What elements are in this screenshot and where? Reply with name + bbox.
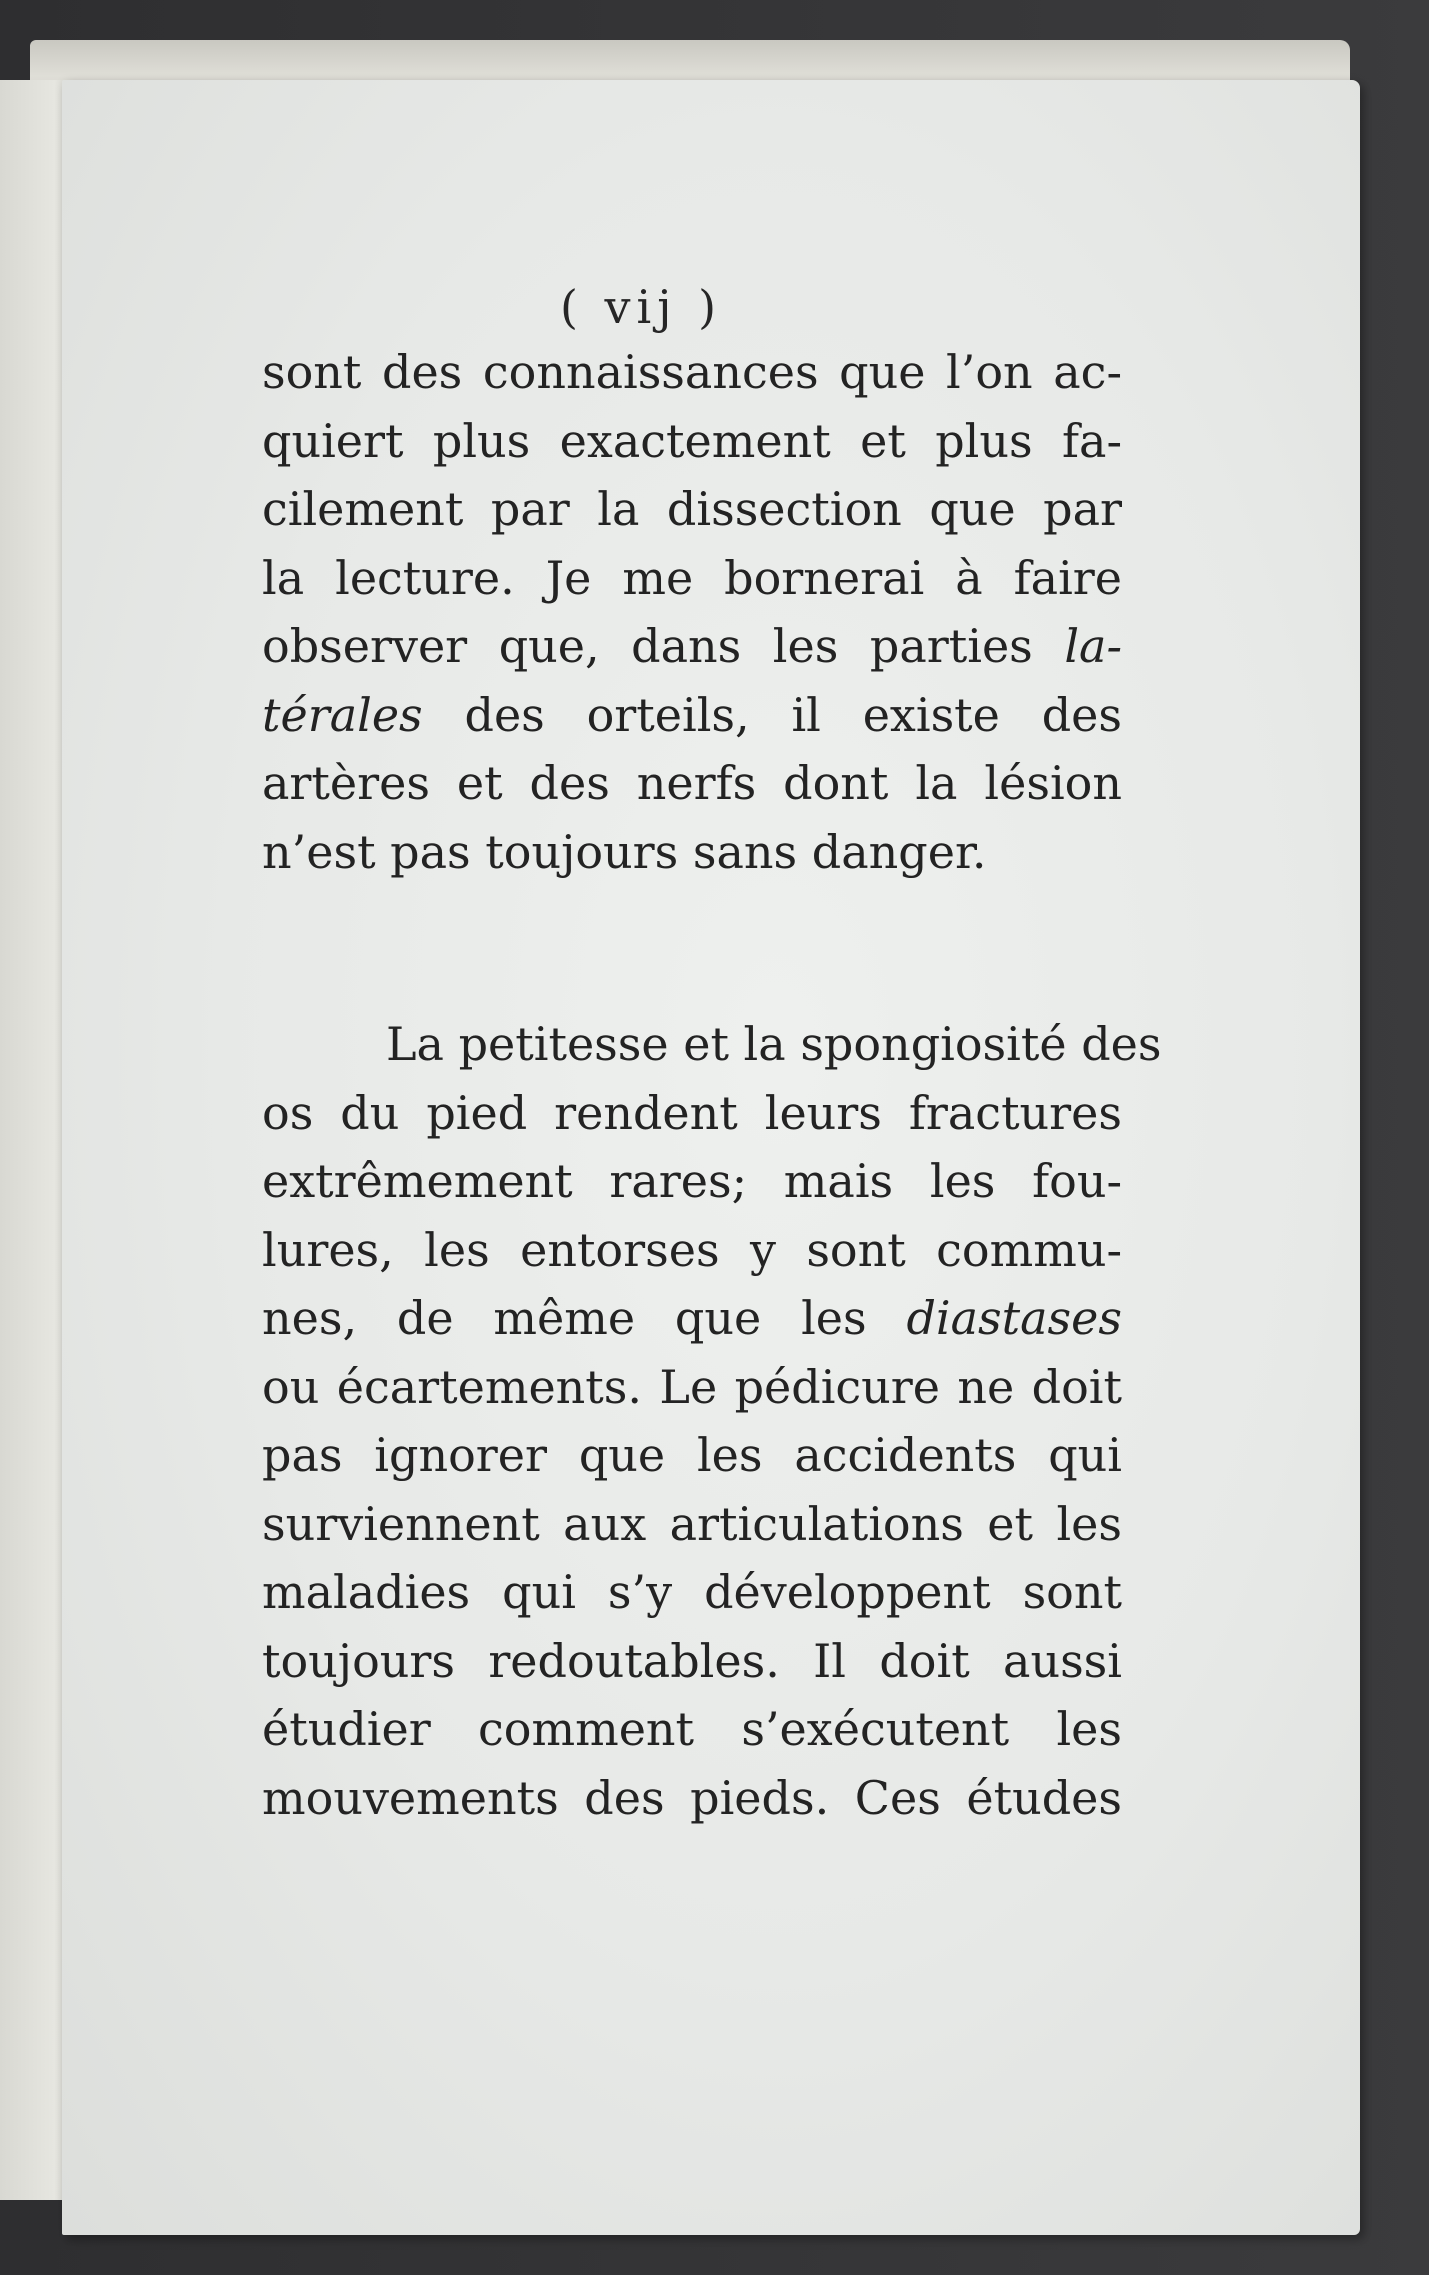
text-line: os du pied rendent leurs fractures [262,1085,1122,1140]
text-line: pas ignorer que les accidents qui [262,1428,1122,1482]
book-page [62,80,1360,2235]
italic-text: la- [1064,619,1122,673]
italic-text: diastases [906,1291,1122,1345]
text-line: toujours redoutables. Il doit aussi [262,1633,1122,1688]
text-run: des orteils, il existe des [422,687,1122,742]
text-line: quiert plus exactement et plus fa- [262,413,1122,468]
text-line: lures, les entorses y sont commu- [262,1222,1122,1277]
text-line: maladies qui s’y développent sont [262,1565,1122,1619]
page-number: ( vij ) [559,280,723,334]
text-line [262,681,1122,750]
text-line [262,612,1122,681]
text-line: La petitesse et la spongiosité des [386,1017,1162,1071]
text-line: extrêmement rares; mais les fou- [262,1154,1122,1208]
text-line: la lecture. Je me bornerai à faire [262,550,1122,605]
text-line: surviennent aux articulations et les [262,1496,1122,1551]
text-run: observer que, dans les parties [262,619,1065,673]
text-line: n’est pas toujours sans danger. [262,824,987,879]
text-line: sont des connaissances que l’on ac- [262,345,1122,399]
text-line: ou écartements. Le pédicure ne doit [262,1359,1122,1414]
text-line: artères et des nerfs dont la lésion [262,756,1122,810]
text-line: étudier comment s’exécutent les [262,1702,1122,1756]
italic-text: térales [262,687,423,742]
text-run: nes, de même que les [262,1291,907,1345]
text-line [262,1284,1122,1353]
paragraph-1 [262,338,1122,886]
text-line: mouvements des pieds. Ces études [262,1770,1122,1825]
text-line: cilement par la dissection que par [262,482,1122,536]
paragraph-2 [262,1010,1162,1832]
